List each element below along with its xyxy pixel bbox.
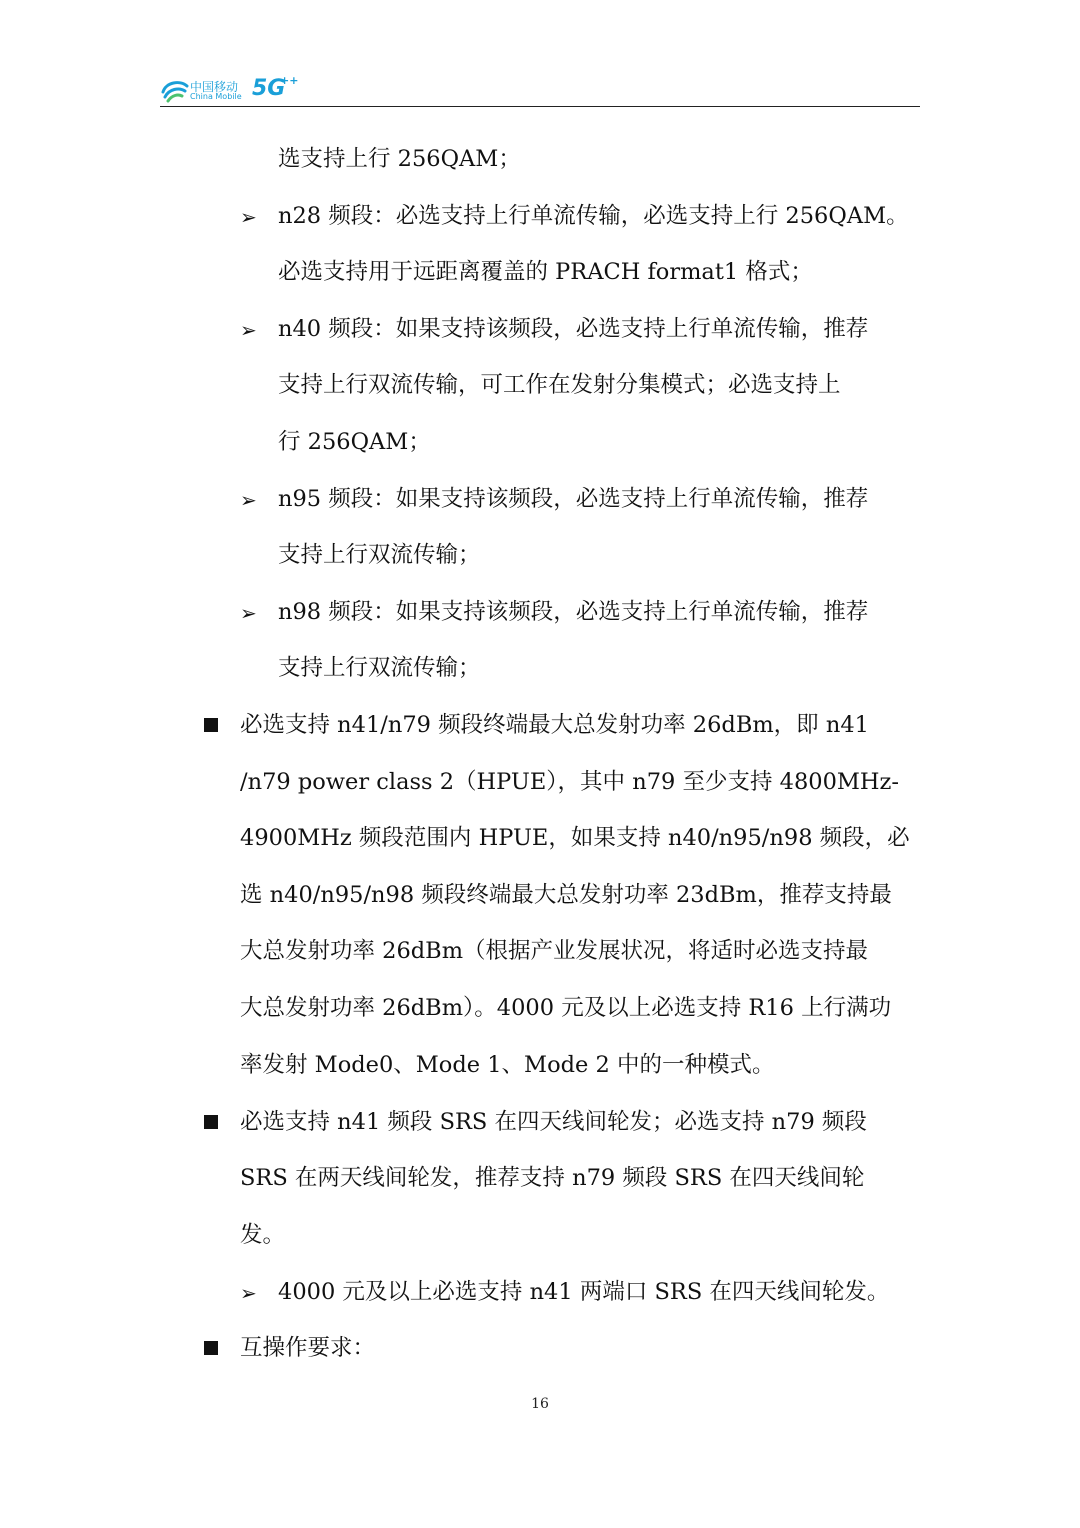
text-line: n95 频段：如果支持该频段，必选支持上行单流传输，推荐 (278, 486, 869, 512)
arrow-bullet-icon: ➢ (240, 488, 257, 512)
text-line: 选支持上行 256QAM； (278, 146, 521, 172)
logo-plus-mark: ++ (280, 74, 299, 87)
text-line: 大总发射功率 26dBm）。4000 元及以上必选支持 R16 上行满功 (240, 995, 892, 1021)
text-line: n40 频段：如果支持该频段，必选支持上行单流传输，推荐 (278, 316, 869, 342)
text-line: 支持上行双流传输； (278, 542, 481, 568)
text-line: 大总发射功率 26dBm（根据产业发展状况，将适时必选支持最 (240, 938, 869, 964)
text-line: 必选支持用于远距离覆盖的 PRACH format1 格式； (278, 259, 813, 285)
text-line: 率发射 Mode0、Mode 1、Mode 2 中的一种模式。 (240, 1052, 775, 1078)
text-line: 必选支持 n41/n79 频段终端最大总发射功率 26dBm，即 n41 (240, 712, 869, 738)
logo-chinese-text: 中国移动 (190, 80, 239, 94)
text-line: n98 频段：如果支持该频段，必选支持上行单流传输，推荐 (278, 599, 869, 625)
logo-english-text: China Mobile (190, 92, 242, 101)
page-header (160, 72, 920, 108)
china-mobile-icon (160, 78, 190, 104)
text-line: 互操作要求： (240, 1335, 376, 1361)
text-line: 4900MHz 频段范围内 HPUE，如果支持 n40/n95/n98 频段，必 (240, 825, 910, 851)
text-line: 必选支持 n41 频段 SRS 在四天线间轮发；必选支持 n79 频段 (240, 1109, 867, 1135)
header-divider (160, 106, 920, 107)
text-line: 行 256QAM； (278, 429, 431, 455)
text-line: 4000 元及以上必选支持 n41 两端口 SRS 在四天线间轮发。 (278, 1279, 890, 1305)
square-bullet-icon (204, 718, 218, 732)
text-line: /n79 power class 2（HPUE），其中 n79 至少支持 4800MHz- (240, 769, 900, 795)
arrow-bullet-icon: ➢ (240, 1281, 257, 1305)
square-bullet-icon (204, 1115, 218, 1129)
text-line: n28 频段：必选支持上行单流传输，必选支持上行 256QAM。 (278, 203, 909, 229)
logo-5g-mark: 5G (252, 76, 286, 101)
text-line: SRS 在两天线间轮发，推荐支持 n79 频段 SRS 在四天线间轮 (240, 1165, 865, 1191)
text-line: 支持上行双流传输； (278, 655, 481, 681)
square-bullet-icon (204, 1341, 218, 1355)
arrow-bullet-icon: ➢ (240, 601, 257, 625)
text-line: 发。 (240, 1222, 286, 1248)
text-line: 选 n40/n95/n98 频段终端最大总发射功率 23dBm，推荐支持最 (240, 882, 892, 908)
arrow-bullet-icon: ➢ (240, 205, 257, 229)
arrow-bullet-icon: ➢ (240, 318, 257, 342)
text-line: 支持上行双流传输，可工作在发射分集模式；必选支持上 (278, 372, 841, 398)
page-number: 16 (531, 1396, 549, 1412)
